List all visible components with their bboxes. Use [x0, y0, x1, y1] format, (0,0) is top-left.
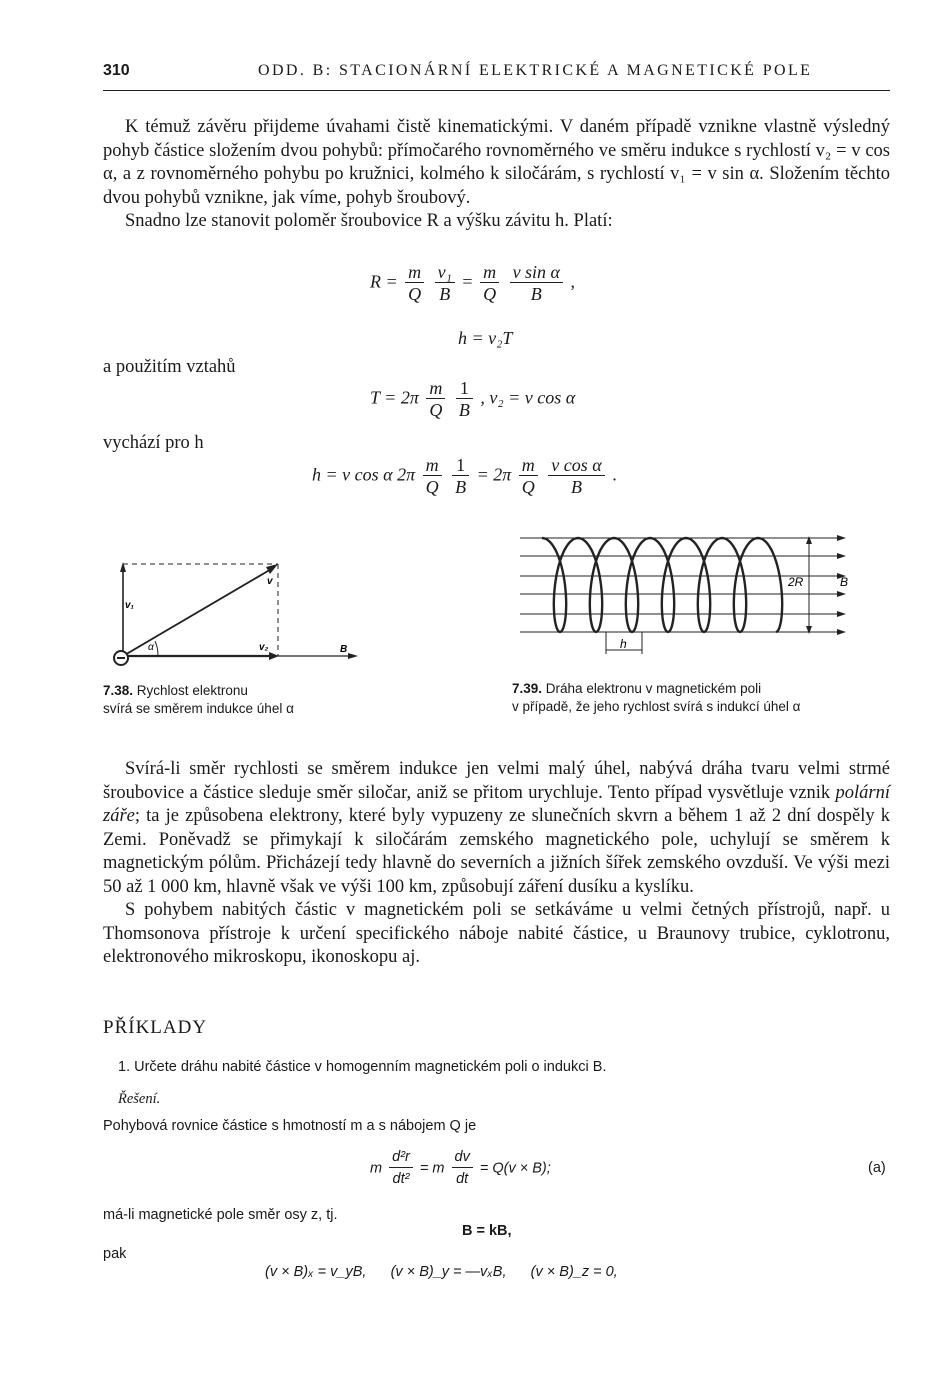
den: B [458, 400, 470, 420]
den: B [571, 477, 582, 497]
den: dt [456, 1171, 469, 1187]
B-arrowhead [348, 653, 358, 659]
den: Q [429, 400, 443, 420]
then-text: pak [103, 1246, 127, 1262]
label-h: h [620, 637, 627, 651]
frac-dv-dt [452, 1147, 473, 1190]
caption-line1: Rychlost elektronu [136, 683, 248, 698]
eq-a-rhs: = Q(v × B); [479, 1160, 551, 1177]
frac-m-Q [426, 378, 445, 421]
frac-m-Q [405, 262, 424, 305]
caption-number: 7.39. [512, 681, 543, 696]
eq-sign: = [462, 271, 473, 292]
equation-B-kB: B = kB, [462, 1223, 512, 1239]
solution-label: Řešení. [118, 1091, 161, 1107]
num: dv [452, 1147, 473, 1168]
label-B: B [340, 644, 348, 655]
den: B [455, 477, 467, 497]
caption-fig-7-38 [103, 682, 373, 718]
label-B: B [840, 575, 849, 589]
intro-paragraphs [103, 116, 890, 234]
paragraph-radius: Snadno lze stanovit poloměr šroubovice R a výšku závitu h. Platí: [125, 211, 613, 231]
section-heading-examples: PŘÍKLADY [103, 1017, 208, 1038]
aurora-term: polární záře [103, 782, 890, 826]
den: B [439, 284, 451, 304]
field-direction-text: má-li magnetické pole směr osy z, tj. [103, 1207, 338, 1223]
num: v sin α [510, 262, 563, 283]
aurora-text-a: Svírá-li směr rychlosti se směrem indukce jen velmi malý úhel, nabývá dráha tvaru velmi strmé šroubovice a částice sleduje směr siločar, aniž se přitom urychluje. Tento případ vysvětluje vznik [103, 759, 890, 803]
label-using-relations: a použitím vztahů [103, 357, 236, 377]
den: Q [521, 477, 535, 497]
body-paragraphs [103, 758, 890, 970]
caption-line2: svírá se směrem indukce úhel α [103, 701, 294, 716]
den: Q [425, 477, 439, 497]
paragraph-aurora [103, 758, 890, 899]
eq-h-lhs: h = v cos α 2π [312, 464, 416, 485]
eq-comma: , [570, 271, 576, 292]
paragraph-kinematic: K témuž závěru přijdeme úvahami čistě kinematickými. V daném případě vznikne vlastně výsledný pohyb částice složením dvou pohybů: přímočarého rovnoměrného ve směru indukce s rychlostí v₂ = v cos α, a z rovnoměrného pohybu po kružnici, kolmého k siločárám, s rychlostí v₁ = v sin α. Složením těchto dvou pohybů vznikne, jak víme, pohyb šroubový. [103, 117, 890, 208]
num: v cos α [548, 455, 604, 476]
den: dt² [392, 1171, 410, 1187]
label-v1: v₁ [125, 600, 135, 611]
equation-period [370, 378, 575, 421]
frac-v1-B [435, 262, 455, 305]
label-for-h: vychází pro h [103, 433, 204, 453]
aurora-text-b: ; ta je způsobena elektrony, které byly vypuzeny ze slunečních skvrn a během 1 až 2 dní dospěly k Zemi. Poněvadž se přimykají k siločárám zemského magnetického pole, uchylují se směrem k magnetickým pólům. Přicházejí tedy hlavně do severních a jižních šířek zemského ovzduší. Ve výši mezi 50 až 1 000 km, hlavně však ve výši 100 km, způsobují záření dusíku a kyslíku. [103, 806, 890, 897]
equation-radius [370, 262, 575, 305]
num: 1 [456, 378, 473, 399]
figure-velocity-vector [103, 552, 373, 672]
frac-m-Q [423, 455, 442, 498]
label-v2: v₂ [259, 642, 269, 653]
eq-2pi: = 2π [476, 464, 512, 485]
frac-1-B [452, 455, 469, 498]
eq-a-m: m [370, 1160, 383, 1177]
v-arrowhead [266, 564, 278, 574]
paragraph-instruments: S pohybem nabitých částic v magnetickém poli se setkáváme u velmi četných přístrojů, např. u Thomsonova přístroje k určení specifického náboje nabité částice, u Braunovy trubice, cyklotronu, elektronového mikroskopu, ikonoskopu aj. [103, 900, 890, 967]
eq-T-lhs: T = 2π [370, 387, 419, 408]
caption-line1: Dráha elektronu v magnetickém poli [545, 681, 762, 696]
den: Q [408, 284, 422, 304]
frac-vsin-B [510, 262, 563, 305]
frac-1-B [456, 378, 473, 421]
label-alpha: α [148, 642, 154, 653]
equation-h-v2T: h = v₂T [458, 328, 513, 348]
cross-product-components: (v × B)ₓ = v_yB, (v × B)_y = —vₓB, (v × B)_z = 0, [265, 1264, 618, 1280]
den: B [530, 284, 542, 304]
running-header: ODD. B: STACIONÁRNÍ ELEKTRICKÉ A MAGNETICKÉ POLE [258, 62, 813, 79]
motion-equation-intro: Pohybová rovnice částice s hmotností m a s nábojem Q je [103, 1118, 477, 1134]
v2-arrowhead [269, 652, 279, 660]
frac-d2r-dt2 [389, 1147, 413, 1190]
figure-helix-path [512, 528, 857, 663]
label-v: v [267, 576, 273, 587]
num: m [519, 455, 538, 476]
caption-number: 7.38. [103, 683, 134, 698]
diameter-arrow-bottom [806, 626, 812, 634]
equation-h-final [312, 455, 617, 498]
eq-T-rhs: , v₂ = v cos α [480, 387, 576, 408]
den: Q [483, 284, 497, 304]
header-rule [103, 90, 890, 91]
eq-a-mid: = m [419, 1160, 445, 1177]
caption-line2: v případě, že jeho rychlost svírá s indukcí úhel α [512, 699, 801, 714]
diameter-arrow-top [806, 536, 812, 544]
num: m [480, 262, 499, 283]
num: m [405, 262, 424, 283]
num: m [423, 455, 442, 476]
num: v₁ [435, 262, 455, 283]
eq-R-lhs: R = [370, 271, 398, 292]
num: m [426, 378, 445, 399]
frac-m-Q-2 [480, 262, 499, 305]
frac-vcos-B [548, 455, 604, 498]
caption-fig-7-39 [512, 680, 892, 716]
equation-tag-a: (a) [868, 1160, 886, 1176]
eq-period: . [612, 464, 617, 485]
label-2R: 2R [788, 575, 804, 589]
frac-m-Q-2 [519, 455, 538, 498]
page-number: 310 [103, 62, 130, 79]
angle-arc [155, 641, 158, 656]
num: 1 [452, 455, 469, 476]
equation-a [370, 1147, 551, 1190]
helix-curve [542, 538, 782, 632]
v-vector [123, 568, 273, 656]
example-1: 1. Určete dráhu nabité částice v homogenním magnetickém poli o indukci B. [118, 1059, 607, 1075]
num: d²r [389, 1147, 413, 1168]
